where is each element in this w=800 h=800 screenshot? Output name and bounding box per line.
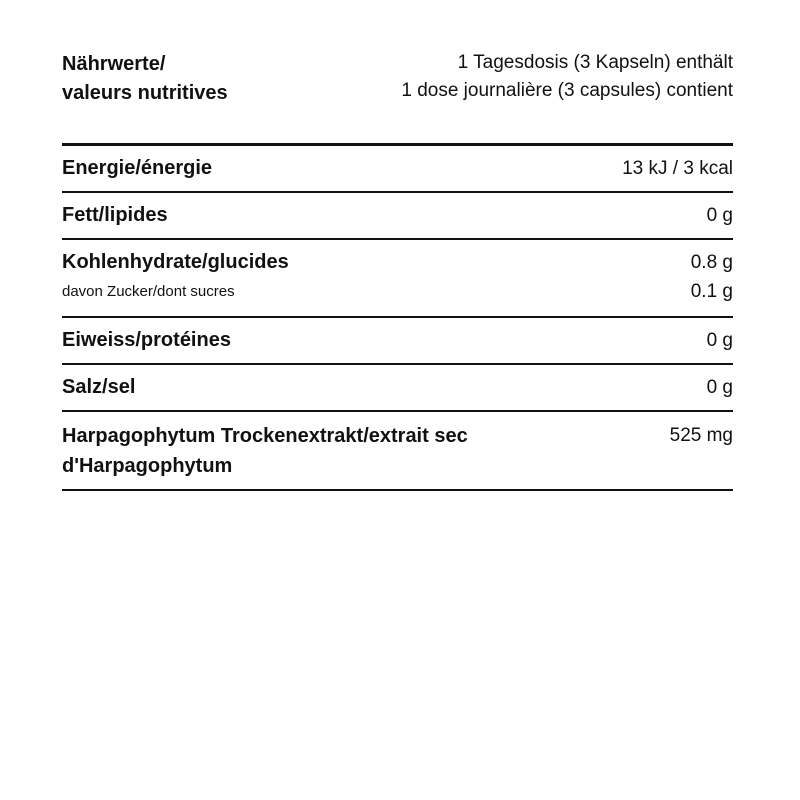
nutrition-title xyxy=(62,48,228,108)
nutrient-row-protein xyxy=(62,318,733,365)
nutrient-name-line2: d'Harpagophytum xyxy=(62,455,233,477)
nutrient-value: 13 kJ / 3 kcal xyxy=(622,158,733,179)
nutrient-name: Kohlenhydrate/glucides xyxy=(62,251,289,273)
nutrient-name: Salz/sel xyxy=(62,376,136,398)
sub-nutrient-value: 0.1 g xyxy=(690,281,733,302)
nutrient-name: Energie/énergie xyxy=(62,157,213,179)
carbohydrates-main-line xyxy=(62,248,733,277)
nutrient-row-energy xyxy=(62,146,733,193)
nutrient-name xyxy=(62,421,468,481)
nutrient-name: Eiweiss/protéines xyxy=(62,329,231,351)
title-line-german: Nährwerte/ xyxy=(62,53,166,75)
nutrient-row-fat xyxy=(62,193,733,240)
nutrition-facts-panel xyxy=(62,48,733,491)
nutrient-name: Fett/lipides xyxy=(62,204,168,226)
sugars-sub-line xyxy=(62,277,733,307)
nutrient-row-salt xyxy=(62,365,733,412)
nutrient-row-harpagophytum xyxy=(62,412,733,491)
serving-line-german: 1 Tagesdosis (3 Kapseln) enthält xyxy=(457,52,733,73)
nutrient-value: 0 g xyxy=(706,377,733,398)
serving-description xyxy=(401,48,733,105)
nutrient-value: 0 g xyxy=(706,330,733,351)
nutrient-value: 525 mg xyxy=(669,425,733,446)
serving-line-french: 1 dose journalière (3 capsules) contient xyxy=(401,80,733,101)
nutrient-value: 0 g xyxy=(706,205,733,226)
nutrition-header xyxy=(62,48,733,146)
nutrient-value: 0.8 g xyxy=(690,252,733,273)
nutrient-name-line1: Harpagophytum Trockenextrakt/extrait sec xyxy=(62,425,468,447)
nutrient-row-carbohydrates xyxy=(62,240,733,318)
sub-nutrient-name: davon Zucker/dont sucres xyxy=(62,283,235,300)
title-line-french: valeurs nutritives xyxy=(62,82,228,104)
